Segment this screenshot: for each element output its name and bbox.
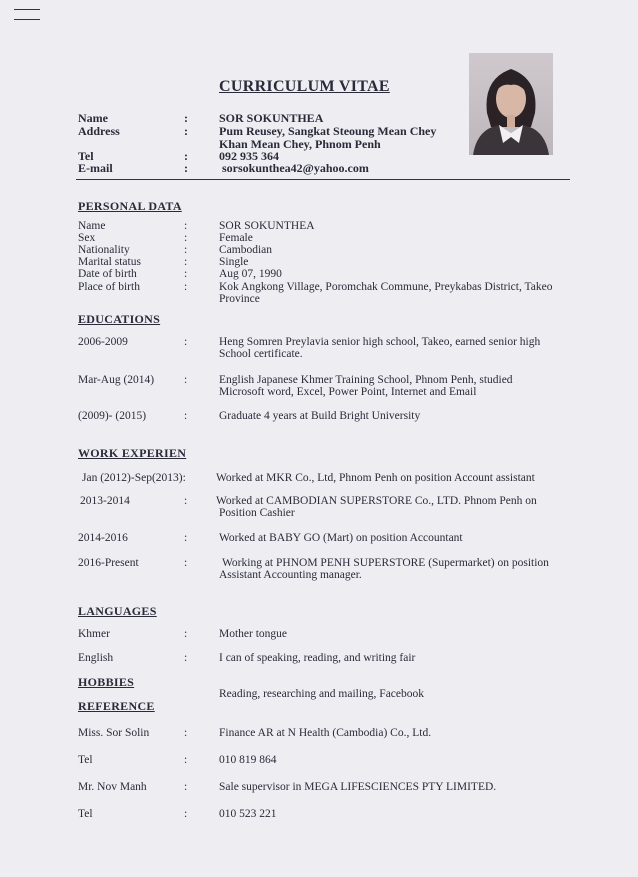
- reference-colon: :: [184, 754, 188, 766]
- education-period: (2009)- (2015): [78, 410, 147, 422]
- personal-data-heading: PERSONAL DATA: [78, 199, 182, 213]
- work-detail: Worked at CAMBODIAN SUPERSTORE Co., LTD. Phnom Penh on: [216, 495, 537, 507]
- personal-colon: :: [184, 244, 188, 256]
- language-colon: :: [184, 628, 188, 640]
- work-period: 2014-2016: [78, 532, 128, 544]
- work-detail: Worked at BABY GO (Mart) on position Accountant: [219, 532, 463, 544]
- personal-label: Sex: [78, 232, 96, 244]
- personal-value: Female: [219, 232, 253, 244]
- header-colon: :: [184, 111, 188, 125]
- work-colon: :: [184, 532, 188, 544]
- header-colon: :: [184, 149, 188, 163]
- work-experience-heading: WORK EXPERIEN: [78, 446, 187, 460]
- hobbies-heading: HOBBIES: [78, 675, 135, 689]
- header-tel-value: 092 935 364: [219, 149, 279, 163]
- work-period: 2013-2014: [80, 495, 130, 507]
- personal-label: Name: [78, 220, 106, 232]
- reference-label: Tel: [78, 808, 93, 820]
- education-detail: School certificate.: [219, 348, 303, 360]
- hobbies-value: Reading, researching and mailing, Facebook: [219, 688, 425, 700]
- reference-label: Tel: [78, 754, 93, 766]
- languages-heading: LANGUAGES: [78, 604, 157, 618]
- education-colon: :: [184, 410, 188, 422]
- education-colon: :: [184, 336, 188, 348]
- birthplace-line1: Kok Angkong Village, Poromchak Commune, Preykabas District, Takeo: [219, 281, 553, 293]
- birthplace-line2: Province: [219, 293, 260, 305]
- header-address-line1: Pum Reusey, Sangkat Steoung Mean Chey: [219, 124, 437, 138]
- language-colon: :: [184, 652, 188, 664]
- personal-colon: :: [184, 268, 188, 280]
- personal-label: Nationality: [78, 244, 130, 256]
- language-label: Khmer: [78, 628, 110, 640]
- reference-value: 010 819 864: [219, 754, 277, 766]
- reference-colon: :: [184, 781, 188, 793]
- education-period: 2006-2009: [78, 336, 128, 348]
- reference-heading: REFERENCE: [78, 699, 155, 713]
- education-detail: English Japanese Khmer Training School, Phnom Penh, studied: [219, 374, 513, 386]
- personal-colon: :: [184, 232, 188, 244]
- personal-value: Single: [219, 256, 249, 268]
- personal-colon: :: [184, 281, 188, 293]
- personal-colon: :: [184, 220, 188, 232]
- header-email-value: sorsokunthea42@yahoo.com: [222, 161, 369, 175]
- reference-label: Mr. Nov Manh: [78, 781, 147, 793]
- reference-value: Sale supervisor in MEGA LIFESCIENCES PTY LIMITED.: [219, 781, 497, 793]
- header-colon: :: [184, 124, 188, 138]
- scan-mark-bottom: [14, 19, 40, 20]
- header-divider: [76, 179, 570, 180]
- education-detail: Graduate 4 years at Build Bright University: [219, 410, 421, 422]
- profile-photo: [469, 53, 553, 155]
- portrait-image: [469, 53, 553, 155]
- work-detail: Working at PHNOM PENH SUPERSTORE (Supermarket) on position: [222, 557, 549, 569]
- page-title: CURRICULUM VITAE: [219, 78, 390, 95]
- header-name-value: SOR SOKUNTHEA: [219, 111, 324, 125]
- reference-colon: :: [184, 727, 188, 739]
- header-name-label: Name: [78, 111, 108, 125]
- header-address-line2: Khan Mean Chey, Phnom Penh: [219, 137, 381, 151]
- education-detail: Microsoft word, Excel, Power Point, Internet and Email: [219, 386, 477, 398]
- personal-label: Date of birth: [78, 268, 137, 280]
- personal-label: Place of birth: [78, 281, 140, 293]
- language-value: Mother tongue: [219, 628, 288, 640]
- work-period: Jan (2012)-Sep(2013):: [82, 472, 186, 484]
- personal-colon: :: [184, 256, 188, 268]
- work-colon: :: [184, 557, 188, 569]
- personal-label: Marital status: [78, 256, 141, 268]
- language-label: English: [78, 652, 114, 664]
- work-period: 2016-Present: [78, 557, 139, 569]
- reference-colon: :: [184, 808, 188, 820]
- education-period: Mar-Aug (2014): [78, 374, 155, 386]
- education-detail: Heng Somren Preylavia senior high school, Takeo, earned senior high: [219, 336, 541, 348]
- reference-label: Miss. Sor Solin: [78, 727, 150, 739]
- personal-value: Aug 07, 1990: [219, 268, 282, 280]
- educations-heading: EDUCATIONS: [78, 312, 161, 326]
- header-email-label: E-mail: [78, 161, 113, 175]
- work-detail: Worked at MKR Co., Ltd, Phnom Penh on position Account assistant: [216, 472, 535, 484]
- header-tel-label: Tel: [78, 149, 94, 163]
- personal-value: SOR SOKUNTHEA: [219, 220, 315, 232]
- work-detail: Position Cashier: [219, 507, 295, 519]
- header-colon: :: [184, 161, 188, 175]
- work-detail: Assistant Accounting manager.: [219, 569, 362, 581]
- reference-value: 010 523 221: [219, 808, 277, 820]
- personal-value: Cambodian: [219, 244, 273, 256]
- reference-value: Finance AR at N Health (Cambodia) Co., Ltd.: [219, 727, 432, 739]
- language-value: I can of speaking, reading, and writing fair: [219, 652, 416, 664]
- header-address-label: Address: [78, 124, 120, 138]
- scan-mark-top: [14, 9, 40, 10]
- work-colon: :: [184, 495, 188, 507]
- education-colon: :: [184, 374, 188, 386]
